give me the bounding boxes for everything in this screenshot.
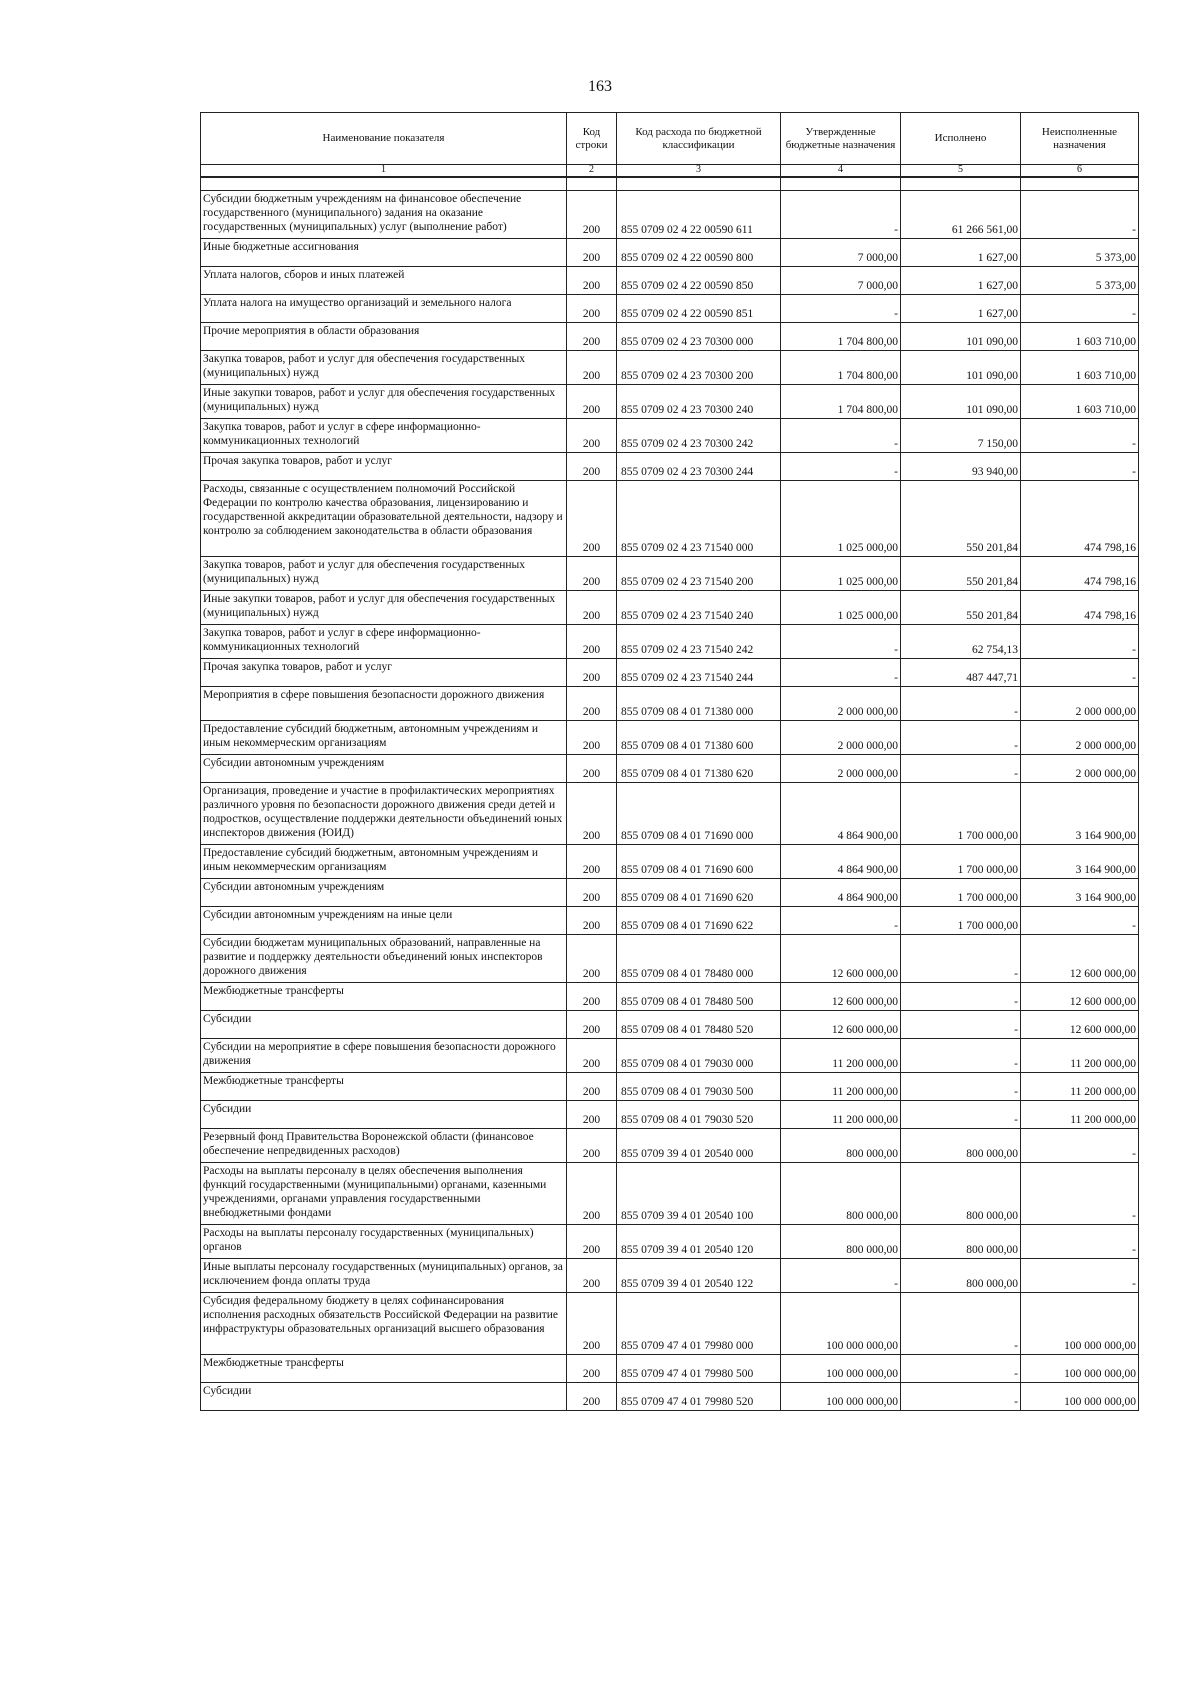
row-unexecuted-amount: 1 603 710,00 xyxy=(1021,323,1139,351)
row-budget-code: 855 0709 08 4 01 79030 520 xyxy=(617,1101,781,1129)
row-approved-amount: 1 025 000,00 xyxy=(781,557,901,591)
row-unexecuted-amount: 5 373,00 xyxy=(1021,267,1139,295)
row-budget-code: 855 0709 02 4 22 00590 800 xyxy=(617,239,781,267)
row-line-code: 200 xyxy=(567,983,617,1011)
row-line-code: 200 xyxy=(567,481,617,557)
row-line-code: 200 xyxy=(567,239,617,267)
row-budget-code: 855 0709 47 4 01 79980 500 xyxy=(617,1355,781,1383)
row-unexecuted-amount: - xyxy=(1021,625,1139,659)
row-budget-code: 855 0709 08 4 01 71380 600 xyxy=(617,721,781,755)
row-approved-amount: - xyxy=(781,191,901,239)
row-approved-amount: 4 864 900,00 xyxy=(781,845,901,879)
row-unexecuted-amount: 2 000 000,00 xyxy=(1021,755,1139,783)
row-indicator-name: Субсидии автономным учреждениям xyxy=(201,755,567,783)
row-unexecuted-amount: 5 373,00 xyxy=(1021,239,1139,267)
row-indicator-name: Прочие мероприятия в области образования xyxy=(201,323,567,351)
row-line-code: 200 xyxy=(567,1101,617,1129)
row-line-code: 200 xyxy=(567,907,617,935)
header-row-code: Код строки xyxy=(567,113,617,165)
header-indicator-name: Наименование показателя xyxy=(201,113,567,165)
row-approved-amount: 4 864 900,00 xyxy=(781,783,901,845)
column-number: 6 xyxy=(1021,165,1139,177)
row-indicator-name: Расходы на выплаты персоналу государственных (муниципальных) органов xyxy=(201,1225,567,1259)
row-approved-amount: 2 000 000,00 xyxy=(781,721,901,755)
row-executed-amount: 93 940,00 xyxy=(901,453,1021,481)
row-line-code: 200 xyxy=(567,721,617,755)
row-line-code: 200 xyxy=(567,453,617,481)
page-number: 163 xyxy=(588,78,612,95)
row-unexecuted-amount: 11 200 000,00 xyxy=(1021,1101,1139,1129)
header-spacer-row xyxy=(201,177,1139,191)
table-row xyxy=(201,1355,1139,1383)
row-unexecuted-amount: 11 200 000,00 xyxy=(1021,1039,1139,1073)
row-unexecuted-amount: 100 000 000,00 xyxy=(1021,1383,1139,1411)
row-unexecuted-amount: 12 600 000,00 xyxy=(1021,935,1139,983)
row-executed-amount: 1 627,00 xyxy=(901,267,1021,295)
row-line-code: 200 xyxy=(567,351,617,385)
row-approved-amount: 1 704 800,00 xyxy=(781,385,901,419)
row-budget-code: 855 0709 02 4 23 70300 244 xyxy=(617,453,781,481)
row-budget-code: 855 0709 08 4 01 78480 520 xyxy=(617,1011,781,1039)
row-budget-code: 855 0709 47 4 01 79980 520 xyxy=(617,1383,781,1411)
row-indicator-name: Расходы на выплаты персоналу в целях обеспечения выполнения функций государственными (муниципальными) органами, казенными учреждениями, органами управления государственными внебюджетными фондами xyxy=(201,1163,567,1225)
row-budget-code: 855 0709 08 4 01 71380 000 xyxy=(617,687,781,721)
row-approved-amount: 2 000 000,00 xyxy=(781,755,901,783)
row-approved-amount: 800 000,00 xyxy=(781,1129,901,1163)
row-budget-code: 855 0709 02 4 23 70300 240 xyxy=(617,385,781,419)
row-unexecuted-amount: 100 000 000,00 xyxy=(1021,1293,1139,1355)
row-indicator-name: Субсидии автономным учреждениям на иные цели xyxy=(201,907,567,935)
table-row xyxy=(201,591,1139,625)
row-executed-amount: 101 090,00 xyxy=(901,323,1021,351)
row-budget-code: 855 0709 39 4 01 20540 000 xyxy=(617,1129,781,1163)
row-approved-amount: 12 600 000,00 xyxy=(781,983,901,1011)
row-indicator-name: Субсидия федеральному бюджету в целях софинансирования исполнения расходных обязательств Российской Федерации на развитие инфраструктуры образовательных организаций высшего образования xyxy=(201,1293,567,1355)
row-line-code: 200 xyxy=(567,687,617,721)
table-row xyxy=(201,1225,1139,1259)
row-line-code: 200 xyxy=(567,1011,617,1039)
row-indicator-name: Организация, проведение и участие в профилактических мероприятиях различного уровня по безопасности дорожного движения среди детей и подростков, осуществление поддержки деятельности объединений юных инспекторов движения (ЮИД) xyxy=(201,783,567,845)
row-unexecuted-amount: - xyxy=(1021,1129,1139,1163)
table-row xyxy=(201,1163,1139,1225)
table-header-row xyxy=(201,113,1139,165)
row-budget-code: 855 0709 47 4 01 79980 000 xyxy=(617,1293,781,1355)
row-unexecuted-amount: 2 000 000,00 xyxy=(1021,721,1139,755)
row-budget-code: 855 0709 08 4 01 79030 500 xyxy=(617,1073,781,1101)
row-budget-code: 855 0709 39 4 01 20540 100 xyxy=(617,1163,781,1225)
row-approved-amount: 11 200 000,00 xyxy=(781,1039,901,1073)
row-approved-amount: 4 864 900,00 xyxy=(781,879,901,907)
row-budget-code: 855 0709 02 4 23 71540 240 xyxy=(617,591,781,625)
table-row xyxy=(201,907,1139,935)
row-approved-amount: 1 025 000,00 xyxy=(781,591,901,625)
row-line-code: 200 xyxy=(567,659,617,687)
row-line-code: 200 xyxy=(567,755,617,783)
row-unexecuted-amount: - xyxy=(1021,295,1139,323)
row-approved-amount: 800 000,00 xyxy=(781,1163,901,1225)
row-approved-amount: 7 000,00 xyxy=(781,267,901,295)
row-indicator-name: Субсидии автономным учреждениям xyxy=(201,879,567,907)
row-unexecuted-amount: - xyxy=(1021,191,1139,239)
row-indicator-name: Межбюджетные трансферты xyxy=(201,1355,567,1383)
row-line-code: 200 xyxy=(567,1259,617,1293)
row-line-code: 200 xyxy=(567,783,617,845)
header-executed: Исполнено xyxy=(901,113,1021,165)
row-indicator-name: Межбюджетные трансферты xyxy=(201,983,567,1011)
row-line-code: 200 xyxy=(567,1355,617,1383)
table-row xyxy=(201,687,1139,721)
row-executed-amount: - xyxy=(901,687,1021,721)
column-number: 3 xyxy=(617,165,781,177)
row-executed-amount: 101 090,00 xyxy=(901,385,1021,419)
table-row xyxy=(201,755,1139,783)
row-indicator-name: Субсидии xyxy=(201,1101,567,1129)
row-indicator-name: Уплата налога на имущество организаций и земельного налога xyxy=(201,295,567,323)
row-executed-amount: 800 000,00 xyxy=(901,1129,1021,1163)
row-unexecuted-amount: - xyxy=(1021,1225,1139,1259)
row-approved-amount: - xyxy=(781,295,901,323)
table-row xyxy=(201,453,1139,481)
row-indicator-name: Резервный фонд Правительства Воронежской области (финансовое обеспечение непредвиденных расходов) xyxy=(201,1129,567,1163)
row-approved-amount: - xyxy=(781,419,901,453)
table-row xyxy=(201,1383,1139,1411)
row-executed-amount: 7 150,00 xyxy=(901,419,1021,453)
row-executed-amount: 800 000,00 xyxy=(901,1259,1021,1293)
column-number-row xyxy=(201,165,1139,177)
row-line-code: 200 xyxy=(567,935,617,983)
row-approved-amount: 100 000 000,00 xyxy=(781,1383,901,1411)
table-row xyxy=(201,1039,1139,1073)
row-indicator-name: Прочая закупка товаров, работ и услуг xyxy=(201,453,567,481)
table-row xyxy=(201,557,1139,591)
row-executed-amount: - xyxy=(901,1011,1021,1039)
row-budget-code: 855 0709 08 4 01 71690 620 xyxy=(617,879,781,907)
row-indicator-name: Закупка товаров, работ и услуг для обеспечения государственных (муниципальных) нужд xyxy=(201,557,567,591)
row-budget-code: 855 0709 02 4 23 71540 244 xyxy=(617,659,781,687)
row-budget-code: 855 0709 02 4 23 70300 200 xyxy=(617,351,781,385)
row-executed-amount: 1 700 000,00 xyxy=(901,907,1021,935)
row-unexecuted-amount: - xyxy=(1021,907,1139,935)
row-line-code: 200 xyxy=(567,267,617,295)
row-indicator-name: Субсидии xyxy=(201,1383,567,1411)
row-approved-amount: 2 000 000,00 xyxy=(781,687,901,721)
column-number: 5 xyxy=(901,165,1021,177)
table-row xyxy=(201,323,1139,351)
header-unexecuted: Неисполненные назначения xyxy=(1021,113,1139,165)
row-unexecuted-amount: 474 798,16 xyxy=(1021,481,1139,557)
row-budget-code: 855 0709 02 4 23 70300 000 xyxy=(617,323,781,351)
row-executed-amount: 800 000,00 xyxy=(901,1225,1021,1259)
row-line-code: 200 xyxy=(567,879,617,907)
row-line-code: 200 xyxy=(567,1225,617,1259)
row-executed-amount: - xyxy=(901,1073,1021,1101)
table-row xyxy=(201,1129,1139,1163)
row-approved-amount: 100 000 000,00 xyxy=(781,1355,901,1383)
row-indicator-name: Межбюджетные трансферты xyxy=(201,1073,567,1101)
row-indicator-name: Прочая закупка товаров, работ и услуг xyxy=(201,659,567,687)
row-executed-amount: - xyxy=(901,1039,1021,1073)
row-indicator-name: Иные закупки товаров, работ и услуг для обеспечения государственных (муниципальных) нужд xyxy=(201,591,567,625)
row-approved-amount: 100 000 000,00 xyxy=(781,1293,901,1355)
table-row xyxy=(201,1101,1139,1129)
table-row xyxy=(201,1011,1139,1039)
row-indicator-name: Субсидии бюджетам муниципальных образований, направленные на развитие и поддержку деятельности объединений юных инспекторов дорожного движения xyxy=(201,935,567,983)
table-row xyxy=(201,295,1139,323)
row-executed-amount: - xyxy=(901,1383,1021,1411)
row-unexecuted-amount: 1 603 710,00 xyxy=(1021,385,1139,419)
row-executed-amount: 62 754,13 xyxy=(901,625,1021,659)
row-unexecuted-amount: - xyxy=(1021,453,1139,481)
row-executed-amount: - xyxy=(901,721,1021,755)
row-executed-amount: 1 700 000,00 xyxy=(901,783,1021,845)
row-indicator-name: Иные бюджетные ассигнования xyxy=(201,239,567,267)
table-row xyxy=(201,935,1139,983)
row-budget-code: 855 0709 02 4 23 71540 242 xyxy=(617,625,781,659)
row-executed-amount: 1 700 000,00 xyxy=(901,845,1021,879)
row-budget-code: 855 0709 02 4 22 00590 851 xyxy=(617,295,781,323)
table-row xyxy=(201,267,1139,295)
row-budget-code: 855 0709 02 4 23 71540 000 xyxy=(617,481,781,557)
row-executed-amount: 550 201,84 xyxy=(901,481,1021,557)
table-row xyxy=(201,385,1139,419)
table-row xyxy=(201,1259,1139,1293)
row-budget-code: 855 0709 08 4 01 78480 500 xyxy=(617,983,781,1011)
row-executed-amount: 1 700 000,00 xyxy=(901,879,1021,907)
row-line-code: 200 xyxy=(567,191,617,239)
row-approved-amount: 800 000,00 xyxy=(781,1225,901,1259)
row-unexecuted-amount: - xyxy=(1021,659,1139,687)
row-budget-code: 855 0709 08 4 01 71690 600 xyxy=(617,845,781,879)
row-unexecuted-amount: 11 200 000,00 xyxy=(1021,1073,1139,1101)
row-budget-code: 855 0709 02 4 22 00590 611 xyxy=(617,191,781,239)
row-approved-amount: 12 600 000,00 xyxy=(781,935,901,983)
table-row xyxy=(201,783,1139,845)
row-unexecuted-amount: 12 600 000,00 xyxy=(1021,1011,1139,1039)
column-number: 2 xyxy=(567,165,617,177)
row-indicator-name: Уплата налогов, сборов и иных платежей xyxy=(201,267,567,295)
row-approved-amount: 11 200 000,00 xyxy=(781,1073,901,1101)
header-approved: Утвержденные бюджетные назначения xyxy=(781,113,901,165)
row-executed-amount: 61 266 561,00 xyxy=(901,191,1021,239)
row-executed-amount: - xyxy=(901,983,1021,1011)
row-unexecuted-amount: 474 798,16 xyxy=(1021,591,1139,625)
row-indicator-name: Субсидии на мероприятие в сфере повышения безопасности дорожного движения xyxy=(201,1039,567,1073)
row-approved-amount: 1 704 800,00 xyxy=(781,323,901,351)
table-row xyxy=(201,721,1139,755)
row-budget-code: 855 0709 02 4 23 70300 242 xyxy=(617,419,781,453)
row-line-code: 200 xyxy=(567,1129,617,1163)
row-budget-code: 855 0709 39 4 01 20540 122 xyxy=(617,1259,781,1293)
row-approved-amount: - xyxy=(781,659,901,687)
row-indicator-name: Мероприятия в сфере повышения безопасности дорожного движения xyxy=(201,687,567,721)
row-unexecuted-amount: 3 164 900,00 xyxy=(1021,845,1139,879)
table-row xyxy=(201,419,1139,453)
row-budget-code: 855 0709 08 4 01 79030 000 xyxy=(617,1039,781,1073)
row-executed-amount: - xyxy=(901,1293,1021,1355)
row-executed-amount: 1 627,00 xyxy=(901,295,1021,323)
table-row xyxy=(201,1073,1139,1101)
row-indicator-name: Расходы, связанные с осуществлением полномочий Российской Федерации по контролю качества образования, лицензированию и государственной аккредитации образовательной деятельности, надзору и контролю за соблюдением законодательства в области образования xyxy=(201,481,567,557)
row-approved-amount: 1 025 000,00 xyxy=(781,481,901,557)
row-approved-amount: - xyxy=(781,625,901,659)
row-unexecuted-amount: 3 164 900,00 xyxy=(1021,783,1139,845)
row-budget-code: 855 0709 08 4 01 71690 622 xyxy=(617,907,781,935)
budget-execution-table xyxy=(200,112,1139,1411)
row-budget-code: 855 0709 08 4 01 71690 000 xyxy=(617,783,781,845)
row-approved-amount: 7 000,00 xyxy=(781,239,901,267)
row-indicator-name: Предоставление субсидий бюджетным, автономным учреждениям и иным некоммерческим организациям xyxy=(201,721,567,755)
table-row xyxy=(201,481,1139,557)
row-indicator-name: Предоставление субсидий бюджетным, автономным учреждениям и иным некоммерческим организациям xyxy=(201,845,567,879)
row-executed-amount: - xyxy=(901,1101,1021,1129)
table-row xyxy=(201,625,1139,659)
row-approved-amount: - xyxy=(781,1259,901,1293)
row-line-code: 200 xyxy=(567,295,617,323)
table-row xyxy=(201,879,1139,907)
row-line-code: 200 xyxy=(567,1073,617,1101)
row-budget-code: 855 0709 39 4 01 20540 120 xyxy=(617,1225,781,1259)
row-unexecuted-amount: 12 600 000,00 xyxy=(1021,983,1139,1011)
row-line-code: 200 xyxy=(567,591,617,625)
row-approved-amount: 1 704 800,00 xyxy=(781,351,901,385)
row-budget-code: 855 0709 02 4 22 00590 850 xyxy=(617,267,781,295)
row-unexecuted-amount: 1 603 710,00 xyxy=(1021,351,1139,385)
row-approved-amount: - xyxy=(781,907,901,935)
table-row xyxy=(201,845,1139,879)
row-indicator-name: Закупка товаров, работ и услуг для обеспечения государственных (муниципальных) нужд xyxy=(201,351,567,385)
row-indicator-name: Иные выплаты персоналу государственных (муниципальных) органов, за исключением фонда оплаты труда xyxy=(201,1259,567,1293)
table-body xyxy=(201,191,1139,1411)
table-row xyxy=(201,659,1139,687)
row-unexecuted-amount: - xyxy=(1021,419,1139,453)
row-executed-amount: - xyxy=(901,1355,1021,1383)
table-row xyxy=(201,1293,1139,1355)
row-unexecuted-amount: 100 000 000,00 xyxy=(1021,1355,1139,1383)
row-line-code: 200 xyxy=(567,625,617,659)
row-unexecuted-amount: 474 798,16 xyxy=(1021,557,1139,591)
row-budget-code: 855 0709 02 4 23 71540 200 xyxy=(617,557,781,591)
row-indicator-name: Закупка товаров, работ и услуг в сфере информационно-коммуникационных технологий xyxy=(201,625,567,659)
row-indicator-name: Закупка товаров, работ и услуг в сфере информационно-коммуникационных технологий xyxy=(201,419,567,453)
header-budget-code: Код расхода по бюджетной классификации xyxy=(617,113,781,165)
row-line-code: 200 xyxy=(567,1293,617,1355)
row-line-code: 200 xyxy=(567,1383,617,1411)
row-line-code: 200 xyxy=(567,845,617,879)
row-budget-code: 855 0709 08 4 01 78480 000 xyxy=(617,935,781,983)
column-number: 1 xyxy=(201,165,567,177)
row-indicator-name: Субсидии xyxy=(201,1011,567,1039)
table-row xyxy=(201,983,1139,1011)
row-unexecuted-amount: 2 000 000,00 xyxy=(1021,687,1139,721)
row-unexecuted-amount: 3 164 900,00 xyxy=(1021,879,1139,907)
row-approved-amount: 12 600 000,00 xyxy=(781,1011,901,1039)
row-line-code: 200 xyxy=(567,1039,617,1073)
column-number: 4 xyxy=(781,165,901,177)
row-line-code: 200 xyxy=(567,385,617,419)
row-executed-amount: - xyxy=(901,935,1021,983)
row-executed-amount: 550 201,84 xyxy=(901,557,1021,591)
row-executed-amount: 800 000,00 xyxy=(901,1163,1021,1225)
table-row xyxy=(201,191,1139,239)
table-row xyxy=(201,351,1139,385)
row-indicator-name: Субсидии бюджетным учреждениям на финансовое обеспечение государственного (муниципального) задания на оказание государственных (муниципальных) услуг (выполнение работ) xyxy=(201,191,567,239)
row-unexecuted-amount: - xyxy=(1021,1259,1139,1293)
row-executed-amount: 1 627,00 xyxy=(901,239,1021,267)
row-executed-amount: - xyxy=(901,755,1021,783)
table-row xyxy=(201,239,1139,267)
row-executed-amount: 550 201,84 xyxy=(901,591,1021,625)
row-line-code: 200 xyxy=(567,557,617,591)
row-line-code: 200 xyxy=(567,419,617,453)
row-line-code: 200 xyxy=(567,1163,617,1225)
row-unexecuted-amount: - xyxy=(1021,1163,1139,1225)
row-indicator-name: Иные закупки товаров, работ и услуг для обеспечения государственных (муниципальных) нужд xyxy=(201,385,567,419)
row-approved-amount: - xyxy=(781,453,901,481)
row-executed-amount: 101 090,00 xyxy=(901,351,1021,385)
row-executed-amount: 487 447,71 xyxy=(901,659,1021,687)
row-line-code: 200 xyxy=(567,323,617,351)
row-budget-code: 855 0709 08 4 01 71380 620 xyxy=(617,755,781,783)
row-approved-amount: 11 200 000,00 xyxy=(781,1101,901,1129)
